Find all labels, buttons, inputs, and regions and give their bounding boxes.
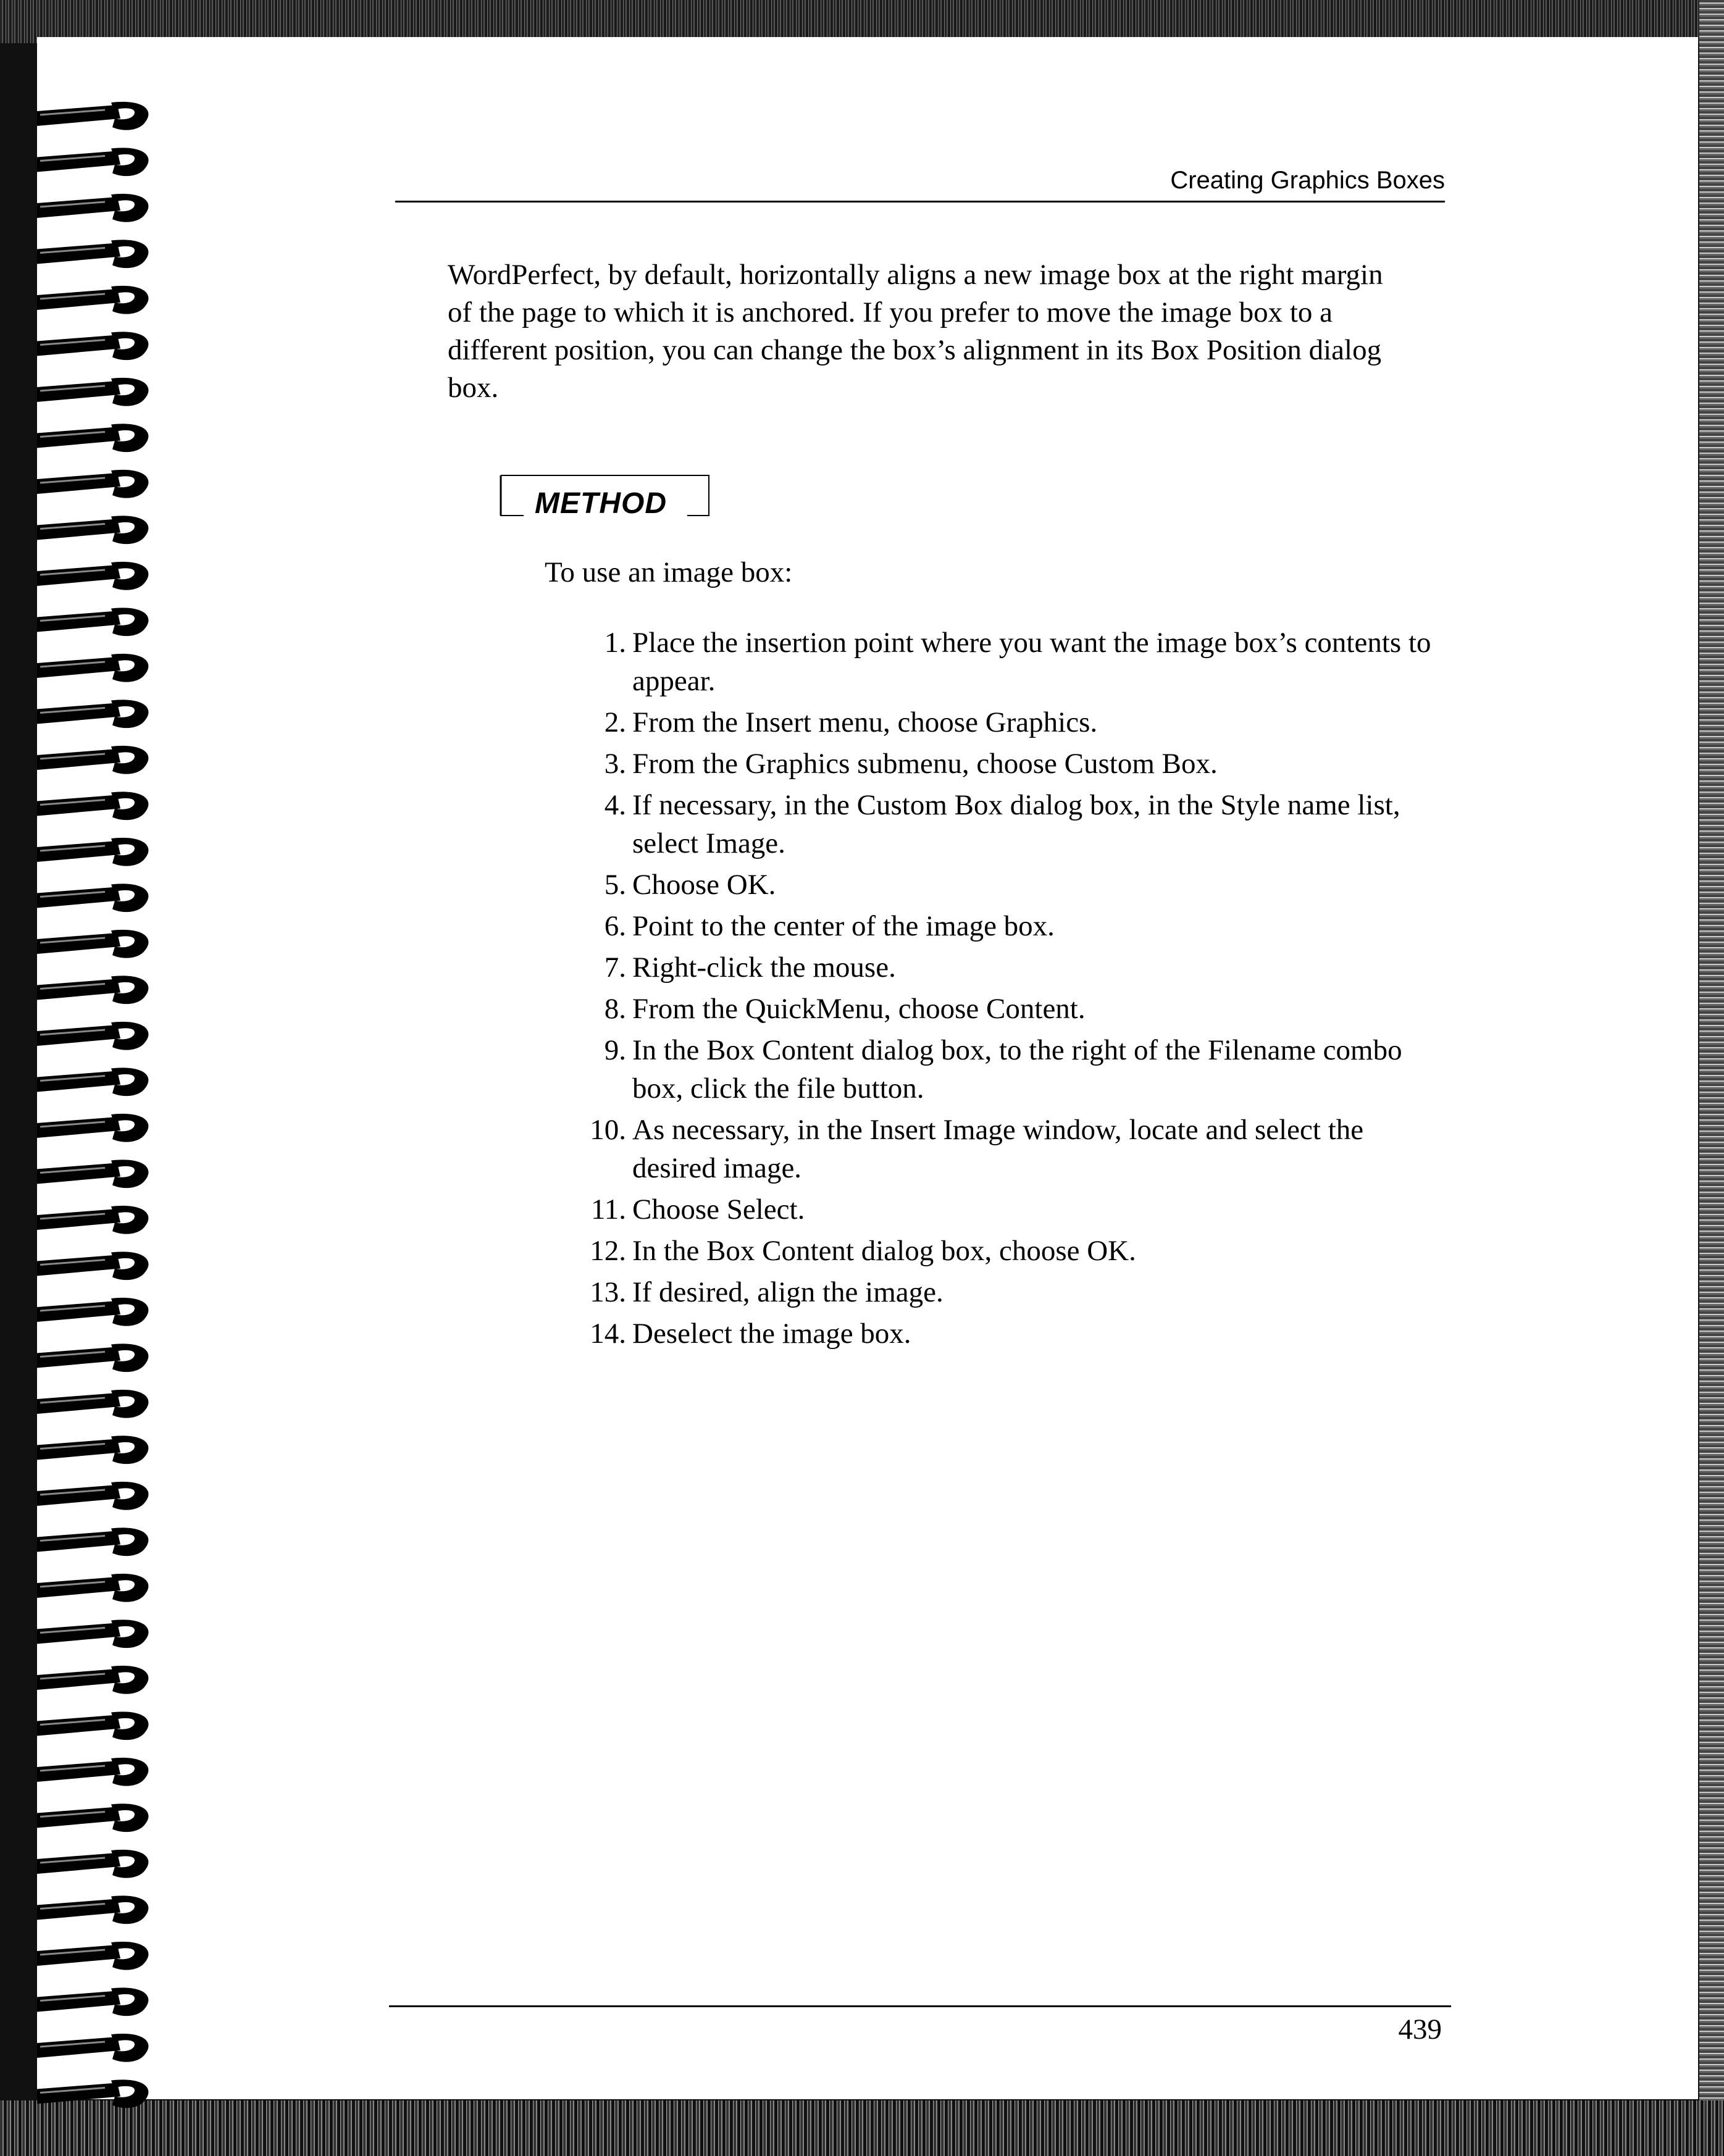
binding-coil [37, 1758, 148, 1786]
page-number: 439 [1398, 2013, 1442, 2045]
scan-border-bottom [0, 2100, 1724, 2156]
binding-coil [37, 608, 148, 636]
procedure-step [574, 866, 1439, 904]
step-text: If necessary, in the Custom Box dialog box, in the Style name list, select Image. [632, 789, 1400, 859]
intro-paragraph: WordPerfect, by default, horizontally aligns a new image box at the right margin of the page to which it is anchored. If you prefer to move the image box to a different position, you can change the box’s alignment in its Box Position dialog box. [448, 259, 1383, 404]
step-text: Place the insertion point where you want the image box’s contents to appear. [632, 627, 1431, 697]
step-number: 1. [604, 627, 626, 659]
binding-coil [37, 1435, 148, 1464]
binding-coil [37, 1482, 148, 1510]
binding-coil [37, 1068, 148, 1096]
step-text: From the Graphics submenu, choose Custom Box. [632, 748, 1218, 780]
binding-coil [37, 1619, 148, 1648]
binding-coil [37, 1206, 148, 1234]
procedure-step [574, 948, 1439, 987]
binding-coil [37, 1298, 148, 1326]
binding-coil [37, 1527, 148, 1556]
binding-coil [37, 148, 148, 176]
footer-rule [389, 2005, 1451, 2007]
step-number: 8. [604, 993, 626, 1025]
step-text: In the Box Content dialog box, to the right of the Filename combo box, click the file button. [632, 1034, 1402, 1105]
procedure-steps [574, 624, 1439, 1356]
binding-coil [37, 1711, 148, 1740]
procedure-step [574, 745, 1439, 783]
binding-coil [37, 930, 148, 958]
binding-coil [37, 194, 148, 222]
step-text: Choose Select. [632, 1193, 805, 1226]
procedure-step [574, 786, 1439, 863]
binding-coil [37, 976, 148, 1004]
binding-coil [37, 1343, 148, 1372]
binding-coil [37, 102, 148, 130]
step-number: 3. [604, 748, 626, 780]
step-number: 14. [590, 1318, 626, 1350]
binding-coil [37, 1666, 148, 1694]
step-number: 10. [590, 1114, 626, 1146]
binding-coil [37, 746, 148, 774]
binding-coil [37, 1574, 148, 1602]
procedure-step [574, 990, 1439, 1028]
binding-coil [37, 1251, 148, 1280]
binding-coil [37, 1850, 148, 1878]
binding-coil [37, 332, 148, 360]
binding-coil [37, 1390, 148, 1418]
binding-coil [37, 700, 148, 728]
step-text: Point to the center of the image box. [632, 910, 1055, 942]
binding-coil [37, 1987, 148, 2016]
procedure-step [574, 703, 1439, 742]
step-text: Deselect the image box. [632, 1318, 911, 1350]
step-text: From the Insert menu, choose Graphics. [632, 706, 1098, 738]
binding-coil [37, 2034, 148, 2062]
procedure-lead: To use an image box: [545, 556, 793, 588]
step-number: 5. [604, 869, 626, 901]
binding-coil [37, 2079, 148, 2108]
step-number: 13. [590, 1276, 626, 1308]
step-number: 6. [604, 910, 626, 942]
procedure-step [574, 1314, 1439, 1353]
procedure-step [574, 624, 1439, 700]
step-text: If desired, align the image. [632, 1276, 944, 1308]
binding-coil [37, 654, 148, 682]
binding-coil [37, 1022, 148, 1050]
procedure-step [574, 1190, 1439, 1229]
step-number: 7. [604, 951, 626, 984]
step-number: 12. [590, 1235, 626, 1267]
binding-coil [37, 286, 148, 314]
binding-coil [37, 424, 148, 452]
binding-coil [37, 240, 148, 268]
running-header [395, 167, 1445, 203]
binding-coil [37, 470, 148, 498]
step-number: 11. [590, 1193, 626, 1226]
spiral-binding [37, 93, 167, 2130]
binding-coil [37, 1942, 148, 1970]
step-text: Right-click the mouse. [632, 951, 896, 984]
procedure-step [574, 907, 1439, 945]
step-text: As necessary, in the Insert Image window, locate and select the desired image. [632, 1114, 1364, 1184]
binding-coil [37, 1159, 148, 1188]
binding-coil [37, 1895, 148, 1924]
binding-coil [37, 562, 148, 590]
binding-coil [37, 516, 148, 544]
scan-border-right [1699, 0, 1724, 2156]
binding-coil [37, 378, 148, 406]
step-text: In the Box Content dialog box, choose OK. [632, 1235, 1136, 1267]
procedure-step [574, 1031, 1439, 1108]
binding-coil [37, 1803, 148, 1832]
procedure-step [574, 1111, 1439, 1187]
method-label: METHOD [535, 487, 667, 520]
binding-coil [37, 884, 148, 912]
binding-coil [37, 838, 148, 866]
binding-coil [37, 792, 148, 820]
document-page [37, 37, 1698, 2099]
procedure-step [574, 1232, 1439, 1270]
step-number: 9. [604, 1034, 626, 1066]
header-title: Creating Graphics Boxes [1170, 167, 1445, 194]
step-text: From the QuickMenu, choose Content. [632, 993, 1086, 1025]
step-text: Choose OK. [632, 869, 776, 901]
method-callout [499, 469, 715, 528]
binding-coil [37, 1114, 148, 1142]
step-number: 4. [604, 789, 626, 821]
step-number: 2. [604, 706, 626, 738]
procedure-step [574, 1273, 1439, 1311]
